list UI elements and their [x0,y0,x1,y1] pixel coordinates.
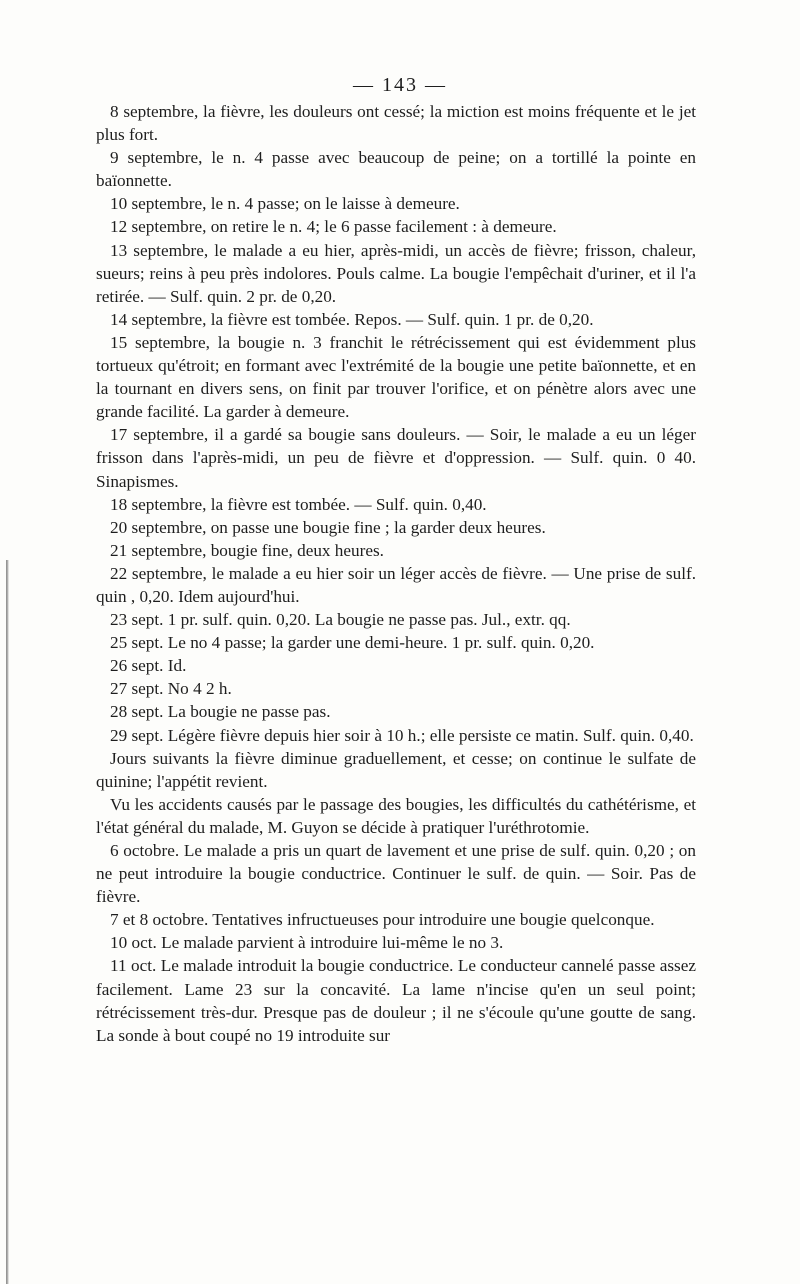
paragraph: 26 sept. Id. [110,656,187,676]
paragraph: 18 septembre, la fièvre est tombée. — Sulf. quin. 0,40. [110,494,487,514]
paragraph: 14 septembre, la fièvre est tombée. Repos. — Sulf. quin. 1 pr. de 0,20. [110,309,594,329]
paragraph: 8 septembre, la fièvre, les douleurs ont cessé; la miction est moins fréquente et le jet plus fort. [96,102,696,145]
paragraph: 9 septembre, le n. 4 passe avec beaucoup de peine; on a tortillé la pointe en baïonnette. [96,148,696,191]
paragraph: Vu les accidents causés par le passage des bougies, les difficultés du cathétérisme, et l'état général du malade, M. Guyon se décide à pratiquer l'uréthrotomie. [96,794,696,837]
page-number: — 143 — [353,74,447,96]
paragraph: 20 septembre, on passe une bougie fine ; la garder deux heures. [110,517,546,537]
paragraph: 15 septembre, la bougie n. 3 franchit le rétrécissement qui est évidemment plus tortueux qu'étroit; en formant avec l'extrémité de la bougie une petite baïonnette, et en la tournant en divers sens, on finit par trouver l'orifice, et on pénètre alors avec une grande facilité. La garder à demeure. [96,332,696,422]
paragraph: 23 sept. 1 pr. sulf. quin. 0,20. La bougie ne passe pas. Jul., extr. qq. [110,610,571,630]
paragraph: 22 septembre, le malade a eu hier soir un léger accès de fièvre. — Une prise de sulf. quin , 0,20. Idem aujourd'hui. [96,563,696,606]
page-edge-shadow [6,560,9,1284]
paragraph: 13 septembre, le malade a eu hier, après-midi, un accès de fièvre; frisson, chaleur, sueurs; reins à peu près indolores. Pouls calme. La bougie l'empêchait d'uriner, et il l'a retirée. — Sulf. quin. 2 pr. de 0,20. [96,240,696,306]
paragraph: 27 sept. No 4 2 h. [110,679,232,699]
paragraph: 6 octobre. Le malade a pris un quart de lavement et une prise de sulf. quin. 0,20 ; on ne peut introduire la bougie conductrice. Continuer le sulf. de quin. — Soir. Pas de fièvre. [96,841,696,907]
body-text [96,100,696,1047]
paragraph: 10 septembre, le n. 4 passe; on le laisse à demeure. [110,194,460,214]
paragraph: 7 et 8 octobre. Tentatives infructueuses pour introduire une bougie quelconque. [110,910,655,930]
paragraph: 21 septembre, bougie fine, deux heures. [110,540,384,560]
paragraph: 12 septembre, on retire le n. 4; le 6 passe facilement : à demeure. [110,217,557,237]
paragraph: 28 sept. La bougie ne passe pas. [110,702,331,722]
paragraph: 10 oct. Le malade parvient à introduire lui-même le no 3. [110,933,504,953]
paragraph: 25 sept. Le no 4 passe; la garder une demi-heure. 1 pr. sulf. quin. 0,20. [110,633,595,653]
paragraph: 29 sept. Légère fièvre depuis hier soir à 10 h.; elle persiste ce matin. Sulf. quin. 0,40. [110,725,694,745]
paragraph: Jours suivants la fièvre diminue graduellement, et cesse; on continue le sulfate de quinine; l'appétit revient. [96,748,696,791]
paragraph: 17 septembre, il a gardé sa bougie sans douleurs. — Soir, le malade a eu un léger frisson dans l'après-midi, un peu de fièvre et d'oppression. — Sulf. quin. 0 40. Sinapismes. [96,425,696,491]
paragraph: 11 oct. Le malade introduit la bougie conductrice. Le conducteur cannelé passe assez facilement. Lame 23 sur la concavité. La lame n'incise qu'en un seul point; rétrécissement très-dur. Presque pas de douleur ; il ne s'écoule qu'une goutte de sang. La sonde à bout coupé no 19 introduite sur [96,956,696,1045]
